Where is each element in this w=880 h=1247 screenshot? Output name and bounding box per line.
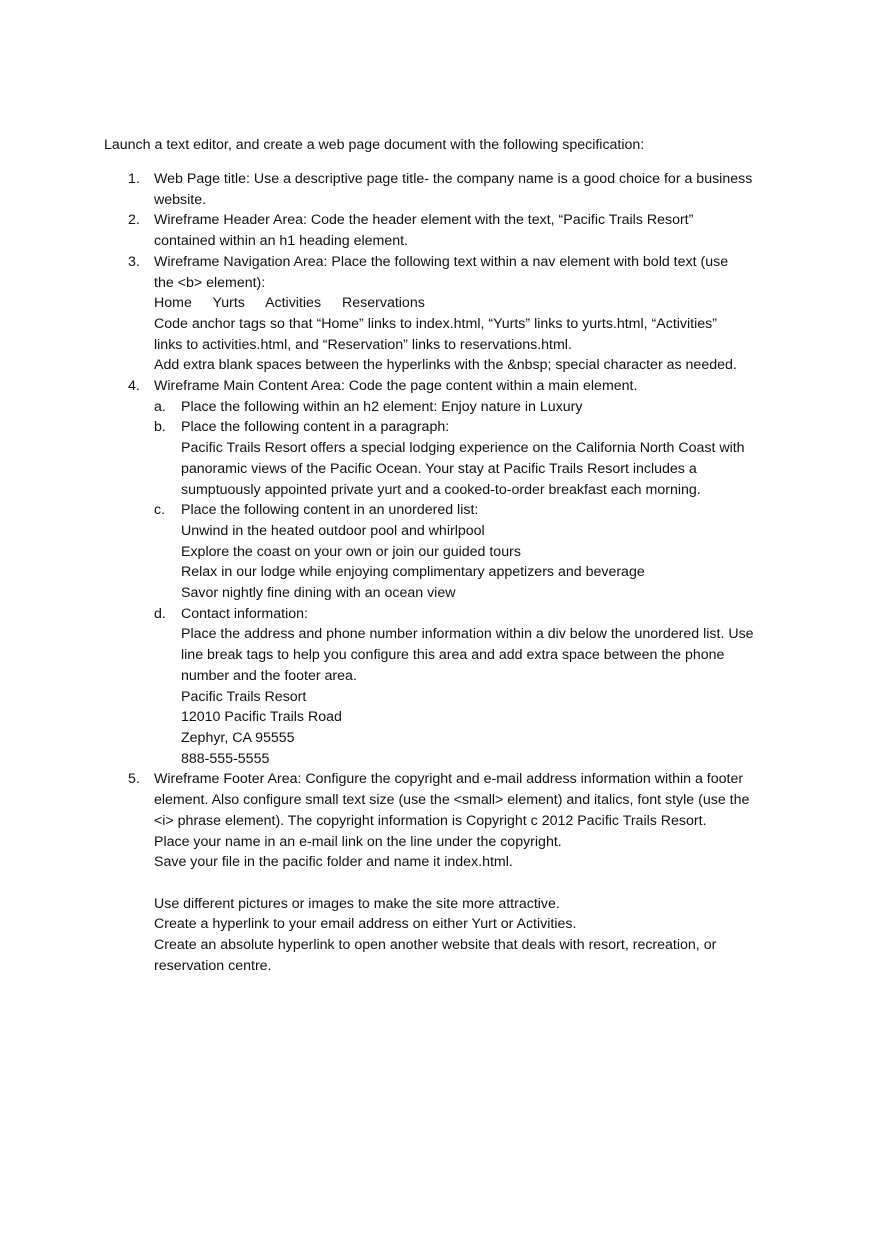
extra-line: Use different pictures or images to make the site more attractive. — [154, 895, 560, 912]
nav-word-reservations: Reservations — [342, 295, 425, 312]
list-item-5 — [0, 769, 776, 976]
item-line: Web Page title: Use a descriptive page title- the company name is a good choice for a business — [154, 171, 753, 187]
intro-text: Launch a text editor, and create a web page document with the following specification: — [104, 137, 645, 153]
item-line: website. — [154, 191, 207, 208]
item-line: Wireframe Navigation Area: Place the following text within a nav element with bold text (use — [154, 253, 729, 270]
blank-line — [154, 873, 776, 894]
sub-item-d — [0, 604, 880, 770]
sub-item-line: Explore the coast on your own or join our guided tours — [181, 543, 521, 560]
list-item-2 — [0, 210, 776, 251]
extra-line: Create a hyperlink to your email address on either Yurt or Activities. — [154, 916, 577, 933]
nav-word-home: Home — [154, 295, 192, 312]
item-number: 5. — [128, 771, 140, 788]
sub-item-c — [0, 500, 880, 604]
item-line: <i> phrase element). The copyright information is Copyright c 2012 Pacific Trails Resort. — [154, 812, 707, 829]
sub-item-letter: b. — [154, 419, 166, 436]
sub-item-line: panoramic views of the Pacific Ocean. Your stay at Pacific Trails Resort includes a — [181, 460, 697, 477]
item-line: Wireframe Footer Area: Configure the copyright and e-mail address information within a footer — [154, 771, 744, 788]
item-line: links to activities.html, and “Reservation” links to reservations.html. — [154, 336, 572, 353]
item-line: Code anchor tags so that “Home” links to index.html, “Yurts” links to yurts.html, “Activities” — [154, 315, 717, 332]
item-number: 1. — [128, 171, 140, 187]
item-line: the <b> element): — [154, 274, 266, 291]
sub-item-letter: d. — [154, 605, 166, 622]
sub-item-line: line break tags to help you configure this area and add extra space between the phone — [181, 647, 725, 664]
sub-item-line: Place the following content in an unordered list: — [181, 502, 479, 519]
extra-line: reservation centre. — [154, 957, 272, 974]
item-line: element. Also configure small text size (use the <small> element) and italics, font style (use the — [154, 792, 750, 809]
sub-item-line: Place the following content in a paragraph: — [181, 419, 450, 436]
list-item-3 — [0, 252, 776, 376]
nav-word-list — [154, 293, 776, 314]
sub-item-line: Contact information: — [181, 605, 308, 622]
address-line: 12010 Pacific Trails Road — [181, 709, 342, 726]
phone-line: 888-555-5555 — [181, 750, 270, 767]
item-line: Save your file in the pacific folder and name it index.html. — [154, 854, 513, 871]
list-item-1 — [0, 169, 776, 210]
nav-word-yurts: Yurts — [212, 295, 245, 312]
item-line: contained within an h1 heading element. — [154, 233, 408, 250]
sub-item-line: Place the address and phone number information within a div below the unordered list. Use — [181, 626, 754, 643]
sub-item-line: Pacific Trails Resort offers a special lodging experience on the California North Coast with — [181, 440, 745, 457]
address-line: Zephyr, CA 95555 — [181, 729, 295, 746]
item-number: 3. — [128, 253, 140, 270]
item-line: Place your name in an e-mail link on the line under the copyright. — [154, 833, 562, 850]
item-number: 4. — [128, 378, 140, 395]
nav-word-activities: Activities — [265, 295, 322, 312]
spec-list — [0, 169, 880, 976]
sub-item-letter: a. — [154, 398, 166, 415]
list-item-4 — [0, 376, 776, 397]
sub-item-line: Savor nightly fine dining with an ocean view — [181, 585, 456, 602]
sub-item-line: Unwind in the heated outdoor pool and whirlpool — [181, 522, 485, 539]
sub-item-line: Place the following within an h2 element: Enjoy nature in Luxury — [181, 398, 583, 415]
extra-line: Create an absolute hyperlink to open another website that deals with resort, recreation, or — [154, 937, 717, 953]
sub-item-line: Relax in our lodge while enjoying complimentary appetizers and beverage — [181, 564, 645, 581]
sub-item-line: sumptuously appointed private yurt and a cooked-to-order breakfast each morning. — [181, 481, 701, 498]
sub-item-b — [0, 417, 880, 500]
sub-item-line: number and the footer area. — [181, 667, 357, 684]
sub-item-letter: c. — [154, 502, 166, 519]
item-line: Add extra blank spaces between the hyperlinks with the &nbsp; special character as needed. — [154, 357, 737, 374]
address-line: Pacific Trails Resort — [181, 688, 307, 705]
item-number: 2. — [128, 212, 140, 229]
item-line: Wireframe Main Content Area: Code the page content within a main element. — [154, 378, 638, 395]
sub-item-a — [0, 397, 880, 418]
item-line: Wireframe Header Area: Code the header element with the text, “Pacific Trails Resort” — [154, 212, 694, 229]
